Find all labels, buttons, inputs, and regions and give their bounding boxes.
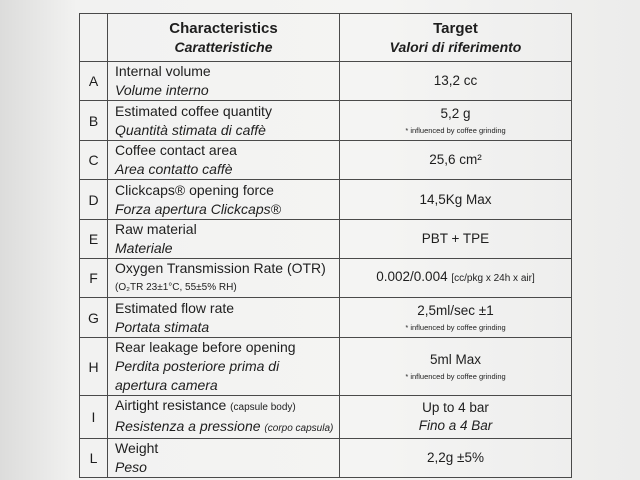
characteristic-en: Estimated flow rate: [115, 299, 235, 316]
row-characteristic: [108, 298, 340, 338]
characteristic-it: Area contatto caffè: [115, 161, 233, 177]
row-letter: B: [80, 101, 108, 141]
row-target: [340, 439, 572, 478]
characteristic-en: Rear leakage before opening: [115, 339, 296, 355]
header-target: [340, 14, 572, 62]
target-note: * influenced by coffee grinding: [405, 125, 506, 135]
row-target: [340, 338, 572, 396]
target-value: 5ml Max: [429, 351, 481, 367]
row-letter: G: [80, 298, 108, 338]
target-value: Up to 4 bar: [422, 400, 489, 415]
table-row: [80, 62, 572, 101]
target-unit: [cc/pkg x 24h x air]: [451, 273, 535, 284]
row-characteristic: [108, 439, 340, 478]
table-row: [80, 338, 572, 396]
table-row: [80, 259, 572, 298]
characteristic-en: Weight: [115, 440, 159, 456]
target-value-it: Fino a 4 Bar: [418, 418, 493, 433]
target-value: 25,6 cm²: [429, 152, 482, 167]
row-letter: E: [80, 220, 108, 259]
characteristic-it: Portata stimata: [115, 318, 210, 335]
row-target: [340, 101, 572, 141]
row-target: [340, 220, 572, 259]
header-target-en: Target: [433, 20, 478, 37]
row-target: [340, 180, 572, 220]
row-characteristic: [108, 141, 340, 180]
table-row: [80, 396, 572, 439]
characteristic-it: Perdita posteriore prima di: [115, 358, 280, 374]
table-row: [80, 101, 572, 141]
header-characteristics-en: Characteristics: [169, 20, 278, 37]
table-row: [80, 439, 572, 478]
row-characteristic: [108, 220, 340, 259]
row-target: [340, 298, 572, 338]
characteristic-it-qualifier: (corpo capsula): [264, 423, 334, 434]
row-characteristic: [108, 180, 340, 220]
target-value: 0.002/0.004: [376, 269, 448, 284]
row-target: [340, 141, 572, 180]
header-characteristics-it: Caratteristiche: [174, 39, 273, 55]
characteristic-en: Coffee contact area: [115, 142, 237, 158]
target-value: 2,5ml/sec ±1: [417, 302, 494, 318]
row-characteristic: [108, 396, 340, 439]
characteristic-en: Internal volume: [115, 63, 211, 79]
characteristic-en: Estimated coffee quantity: [115, 102, 272, 119]
characteristic-it: Forza apertura Clickcaps®: [115, 200, 281, 217]
row-letter: H: [80, 338, 108, 396]
header-target-it: Valori di riferimento: [389, 39, 522, 55]
row-letter: D: [80, 180, 108, 220]
characteristic-it: Peso: [115, 459, 147, 475]
row-characteristic: [108, 338, 340, 396]
row-characteristic: [108, 101, 340, 141]
row-letter: I: [80, 396, 108, 439]
header-characteristics: [108, 14, 340, 62]
row-letter: F: [80, 259, 108, 298]
table-row: [80, 180, 572, 220]
table-row: [80, 298, 572, 338]
target-note: * influenced by coffee grinding: [405, 371, 506, 381]
target-value: 5,2 g: [440, 105, 471, 121]
table-header-row: [80, 14, 572, 62]
characteristic-it: [115, 417, 339, 438]
characteristic-en: Oxygen Transmission Rate (OTR): [115, 260, 326, 276]
row-target: [340, 396, 572, 439]
characteristic-it: Quantità stimata di caffè: [115, 121, 266, 138]
characteristic-it: Materiale: [115, 240, 173, 256]
target-value: 14,5Kg Max: [419, 191, 492, 207]
target-value: 2,2g ±5%: [427, 450, 484, 465]
characteristic-it-line2: apertura camera: [115, 377, 218, 393]
row-target: [340, 259, 572, 298]
row-letter: C: [80, 141, 108, 180]
characteristic-en-qualifier: (capsule body): [230, 402, 296, 413]
characteristic-en: Clickcaps® opening force: [115, 181, 274, 198]
characteristic-en-main: Airtight resistance: [115, 397, 227, 413]
characteristic-it-main: Resistenza a pressione: [115, 418, 261, 434]
row-letter: A: [80, 62, 108, 101]
header-blank-cell: [80, 14, 108, 62]
table-row: [80, 141, 572, 180]
characteristic-it: Volume interno: [115, 82, 209, 98]
target-value: PBT + TPE: [421, 231, 490, 246]
row-characteristic: [108, 259, 340, 298]
characteristic-en: Raw material: [115, 221, 197, 237]
specification-table: [79, 13, 572, 478]
target-note: * influenced by coffee grinding: [405, 322, 506, 332]
characteristic-conditions: (O₂TR 23±1°C, 55±5% RH): [115, 282, 237, 293]
row-target: [340, 62, 572, 101]
target-value: 13,2 cc: [433, 73, 478, 88]
row-characteristic: [108, 62, 340, 101]
characteristic-en: [115, 396, 339, 417]
row-letter: L: [80, 439, 108, 478]
table-row: [80, 220, 572, 259]
